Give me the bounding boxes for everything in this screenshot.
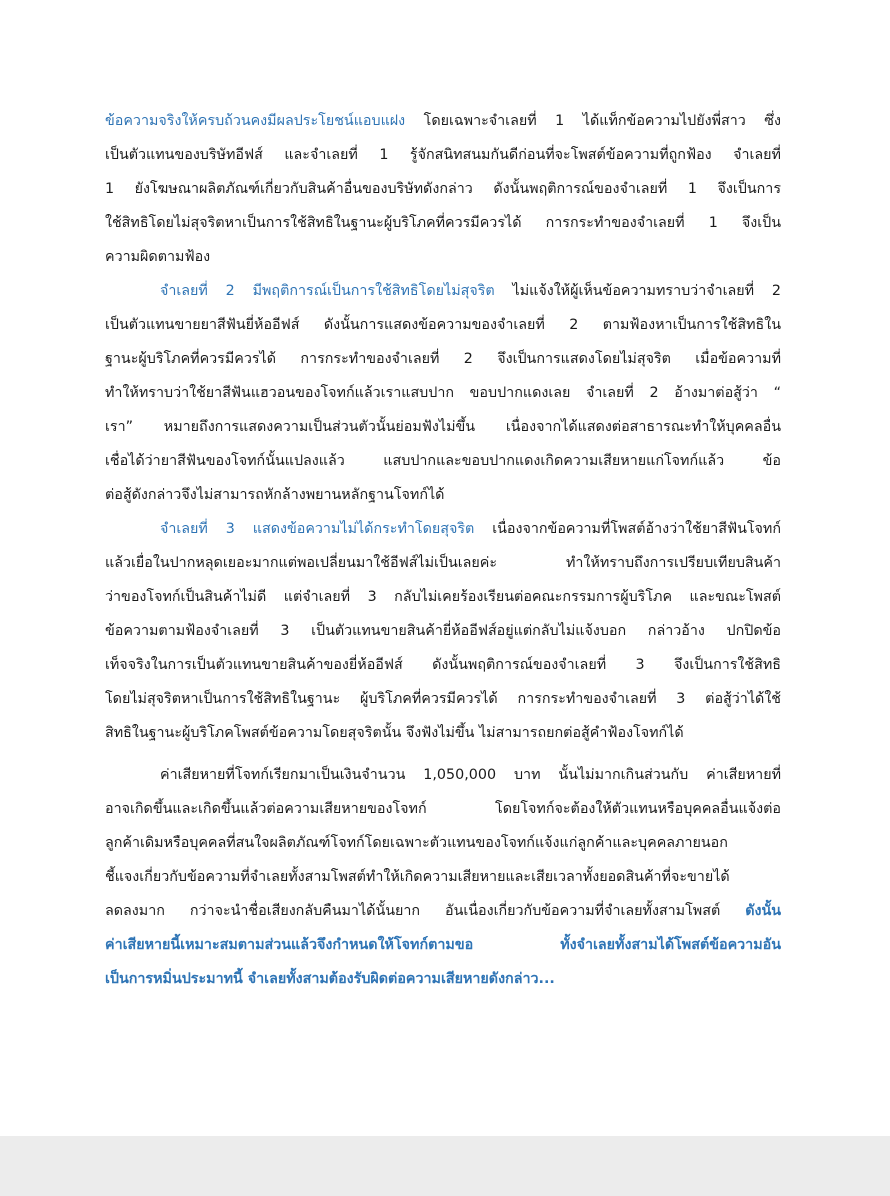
text-line: อาจเกิดขึ้นและเกิดขึ้นแล้วต่อความเสียหายของโจทก์ โดยโจทก์จะต้องให้ตัวแทนหรือบุคคลอื่นแจ้งต่อ — [105, 801, 781, 817]
line-text: เนื่องจากข้อความที่โพสต์อ้างว่าใช้ยาสีฟันโจทก์ — [474, 521, 781, 537]
highlighted-text-line: ค่าเสียหายนี้เหมาะสมตามส่วนแล้วจึงกำหนดให้โจทก์ตามขอ ทั้งจำเลยทั้งสามได้โพสต์ข้อความอัน — [105, 937, 781, 953]
text-line: สิทธิในฐานะผู้บริโภคโพสต์ข้อความโดยสุจริตนั้น จึงฟังไม่ขึ้น ไม่สามารถยกต่อสู้คำฟ้องโจทก์ได้ — [105, 725, 684, 741]
line-text: โดยเฉพาะจำเลยที่ 1 ได้แท็กข้อความไปยังพี่สาว ซึ่ง — [405, 113, 781, 129]
text-line: เรา” หมายถึงการแสดงความเป็นส่วนตัวนั้นย่อมฟังไม่ขึ้น เนื่องจากได้แสดงต่อสาธารณะทำให้บุคคลอื่น — [105, 419, 781, 435]
highlighted-text: จำเลยที่ 3 แสดงข้อความไม่ได้กระทำโดยสุจริต — [160, 521, 475, 537]
highlighted-text: จำเลยที่ 2 มีพฤติการณ์เป็นการใช้สิทธิโดยไม่สุจริต — [160, 283, 495, 299]
text-line — [105, 894, 781, 928]
text-line: ฐานะผู้บริโภคที่ควรมีควรได้ การกระทำของจำเลยที่ 2 จึงเป็นการแสดงโดยไม่สุจริต เมื่อข้อความที่ — [105, 351, 781, 367]
text-line: ว่าของโจทก์เป็นสินค้าไม่ดี แต่จำเลยที่ 3 กลับไม่เคยร้องเรียนต่อคณะกรรมการผู้บริโภค และขณะโพสต์ — [105, 589, 781, 605]
text-line: ทำให้ทราบว่าใช้ยาสีฟันแฮวอนของโจทก์แล้วเราแสบปาก ขอบปากแดงเลย จำเลยที่ 2 อ้างมาต่อสู้ว่า “ — [105, 385, 781, 401]
document-body — [105, 104, 781, 996]
text-line — [105, 104, 781, 138]
paragraph-damages — [105, 758, 781, 996]
highlighted-text: ดังนั้น — [745, 903, 781, 919]
line-text: ไม่แจ้งให้ผู้เห็นข้อความทราบว่าจำเลยที่ 2 — [494, 283, 781, 299]
text-line: เป็นตัวแทนของบริษัทอีฟส์ และจำเลยที่ 1 รู้จักสนิทสนมกันดีก่อนที่จะโพสต์ข้อความที่ถูกฟ้อง จำเลยที่ — [105, 147, 781, 163]
text-line: ใช้สิทธิโดยไม่สุจริตหาเป็นการใช้สิทธิในฐานะผู้บริโภคที่ควรมีควรได้ การกระทำของจำเลยที่ 1 จึงเป็น — [105, 215, 781, 231]
text-line: ข้อความตามฟ้องจำเลยที่ 3 เป็นตัวแทนขายสินค้ายี่ห้ออีฟส์อยู่แต่กลับไม่แจ้งบอก กล่าวอ้าง ปกปิดข้อ — [105, 623, 781, 639]
text-line: เท็จจริงในการเป็นตัวแทนขายสินค้าของยี่ห้ออีฟส์ ดังนั้นพฤติการณ์ของจำเลยที่ 3 จึงเป็นการใช้สิทธิ — [105, 657, 781, 673]
text-line: เชื่อได้ว่ายาสีฟันของโจทก์นั้นแปลงแล้ว แสบปากและขอบปากแดงเกิดความเสียหายแก่โจทก์แล้ว ข้อ — [105, 453, 781, 469]
text-line: ค่าเสียหายที่โจทก์เรียกมาเป็นเงินจำนวน 1,050,000 บาท นั้นไม่มากเกินส่วนกับ ค่าเสียหายที่ — [160, 767, 781, 783]
text-line: 1 ยังโฆษณาผลิตภัณฑ์เกี่ยวกับสินค้าอื่นของบริษัทดังกล่าว ดังนั้นพฤติการณ์ของจำเลยที่ 1 จึงเป็นการ — [105, 181, 781, 197]
highlighted-text-line: เป็นการหมิ่นประมาทนี้ จำเลยทั้งสามต้องรับผิดต่อความเสียหายดังกล่าว... — [105, 971, 555, 987]
viewer-background — [0, 1136, 890, 1196]
text-line: แล้วเยื่อในปากหลุดเยอะมากแต่พอเปลี่ยนมาใช้อีฟส์ไม่เป็นเลยค่ะ ทำให้ทราบถึงการเปรียบเทียบสินค้า — [105, 555, 781, 571]
text-line: โดยไม่สุจริตหาเป็นการใช้สิทธิในฐานะ ผู้บริโภคที่ควรมีควรได้ การกระทำของจำเลยที่ 3 ต่อสู้ว่าได้ใช้ — [105, 691, 781, 707]
line-text: ลดลงมาก กว่าจะนำชื่อเสียงกลับคืนมาได้นั้นยาก อันเนื่องเกี่ยวกับข้อความที่จำเลยทั้งสามโพสต์ — [105, 903, 746, 919]
text-line: เป็นตัวแทนขายยาสีฟันยี่ห้ออีฟส์ ดังนั้นการแสดงข้อความของจำเลยที่ 2 ตามฟ้องหาเป็นการใช้สิทธิใน — [105, 317, 781, 333]
paragraph-defendant-3 — [105, 512, 781, 750]
text-line: ลูกค้าเดิมหรือบุคคลที่สนใจผลิตภัณฑ์โจทก์โดยเฉพาะตัวแทนของโจทก์แจ้งแก่ลูกค้าและบุคคลภายนอก — [105, 835, 728, 851]
paragraph-defendant-2 — [105, 274, 781, 512]
text-line: ต่อสู้ดังกล่าวจึงไม่สามารถหักล้างพยานหลักฐานโจทก์ได้ — [105, 487, 445, 503]
text-line — [105, 512, 781, 546]
text-line: ความผิดตามฟ้อง — [105, 249, 211, 265]
highlighted-text: ข้อความจริงให้ครบถ้วนคงมีผลประโยชน์แอบแฝง — [105, 113, 406, 129]
text-line — [105, 274, 781, 308]
paragraph-defendant-1-conclusion — [105, 104, 781, 274]
text-line: ชี้แจงเกี่ยวกับข้อความที่จำเลยทั้งสามโพสต์ทำให้เกิดความเสียหายและเสียเวลาทั้งยอดสินค้าที่จะขายได้ — [105, 869, 730, 885]
